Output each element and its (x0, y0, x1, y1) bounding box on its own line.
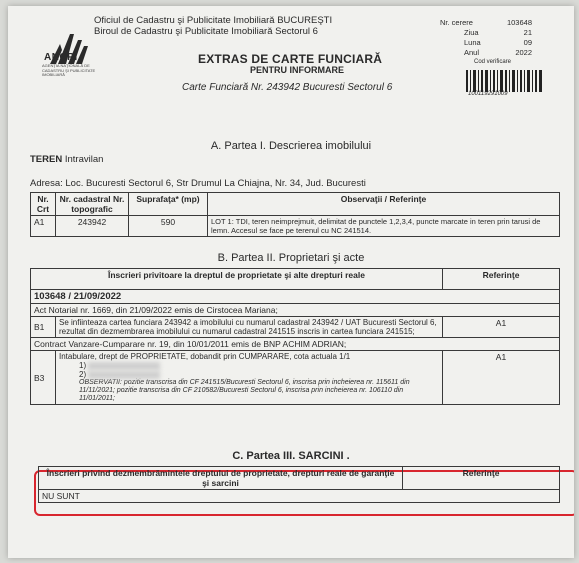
col-nr-crt: Nr. Crt (31, 193, 56, 216)
table-row (31, 351, 560, 405)
part3-title: C. Partea III. SARCINI . (232, 450, 350, 462)
act-notarial: Act Notarial nr. 1669, din 21/09/2022 emis de Cirstocea Mariana; (31, 304, 560, 317)
luna-value: 09 (523, 38, 532, 47)
charges-table (38, 466, 560, 503)
part3-head-left: Înscrieri privind dezmembrămintele dreptului de proprietate, drepturi reale de garanţie şi sarcini (39, 467, 403, 490)
ziua-value: 21 (523, 28, 532, 37)
b3-code: B3 (31, 351, 56, 405)
teren-line (30, 154, 103, 165)
teren-value: Intravilan (64, 154, 104, 165)
carte-funciara-number: Carte Funciară Nr. 243942 Bucuresti Sectorul 6 (182, 82, 393, 93)
cell-observatii: LOT 1: TDI, teren neimprejmuit, delimitat de punctele 1,2,3,4, puncte marcate in teren prin tarusi de lemn. Accesul se face pe terenul cu NC 241514. (208, 216, 560, 237)
owner-1: 1) (79, 361, 439, 370)
part2-title: B. Partea II. Proprietari şi acte (217, 252, 365, 264)
document-subtitle: PENTRU INFORMARE (250, 65, 344, 75)
logo-subtext: AGENŢIA NAŢIONALĂ DE CADASTRU ŞI PUBLICITATE IMOBILIARĂ (42, 63, 96, 77)
cell-nr-cadastral: 243942 (56, 216, 129, 237)
b3-ref: A1 (443, 351, 560, 405)
entry-id: 103648 / 21/09/2022 (31, 290, 560, 304)
nr-cerere-value: 103648 (506, 18, 532, 27)
redacted-owner-2 (88, 371, 160, 379)
anul-value: 2022 (515, 48, 532, 57)
luna-label: Luna (464, 38, 481, 47)
anul-label: Anul (464, 48, 480, 57)
office-line-1: Oficiul de Cadastru şi Publicitate Imobiliară BUCUREŞTI (94, 15, 333, 26)
teren-label: TEREN (30, 154, 63, 165)
document-title: EXTRAS DE CARTE FUNCIARĂ (198, 52, 383, 66)
b3-content (56, 351, 443, 405)
owner-2: 2) (79, 370, 439, 379)
part1-title: A. Partea I. Descrierea imobilului (210, 140, 372, 152)
cell-nr-crt: A1 (31, 216, 56, 237)
logo-text: ANCPI (44, 52, 78, 63)
nr-cerere-label: Nr. cerere (440, 18, 473, 27)
request-meta (440, 18, 532, 67)
part3-head-right: Referinţe (403, 467, 560, 490)
office-info (94, 15, 332, 37)
table-row (31, 317, 560, 338)
table-row (31, 216, 560, 237)
b1-ref: A1 (443, 317, 560, 338)
barcode-icon (466, 70, 542, 92)
part2-head-right: Referinţe (443, 269, 560, 290)
charges-value: NU SUNT (39, 490, 560, 503)
address-line: Adresa: Loc. Bucuresti Sectorul 6, Str Drumul La Chiajna, Nr. 34, Jud. Bucuresti (30, 178, 366, 189)
ziua-label: Ziua (464, 28, 479, 37)
cod-verificare-label: Cod verificare (474, 59, 512, 65)
b1-code: B1 (31, 317, 56, 338)
cell-suprafata: 590 (129, 216, 208, 237)
part2-head-left: Înscrieri privitoare la dreptul de proprietate şi alte drepturi reale (31, 269, 443, 290)
observatii-note: OBSERVATII: pozitie transcrisa din CF 241515/Bucuresti Sectorul 6, inscrisa prin incheierea nr. 115611 din 11/11/2021; pozitie transcrisa din CF 210582/Bucuresti Sectorul 6, inscrisa prin incheierea nr. 106110 din 11/01/2011; (79, 379, 410, 402)
col-nr-cadastral: Nr. cadastral Nr. topografic (56, 193, 129, 216)
barcode-number: 100119291009 (468, 91, 508, 97)
b3-text: Intabulare, drept de PROPRIETATE, dobandit prin CUMPARARE, cota actuala 1/1 (59, 352, 351, 361)
document-page (8, 6, 574, 558)
b1-text: Se infiinteaza cartea funciara 243942 a imobilului cu numarul cadastral 243942 / UAT Bucuresti Sectorul 6, rezultat din dezmembrarea imobilului cu numarul cadastral 241515 inscris in cartea funciara 241515; (56, 317, 443, 338)
contract-vanzare: Contract Vanzare-Cumparare nr. 19, din 10/01/2011 emis de BNP ACHIM ADRIAN; (31, 338, 560, 351)
office-line-2: Biroul de Cadastru şi Publicitate Imobiliară Sectorul 6 (94, 26, 318, 37)
col-suprafata: Suprafaţa* (mp) (129, 193, 208, 216)
owners-table (30, 268, 560, 405)
property-table (30, 192, 560, 237)
col-observatii: Observaţii / Referinţe (208, 193, 560, 216)
redacted-owner-1 (88, 362, 160, 370)
